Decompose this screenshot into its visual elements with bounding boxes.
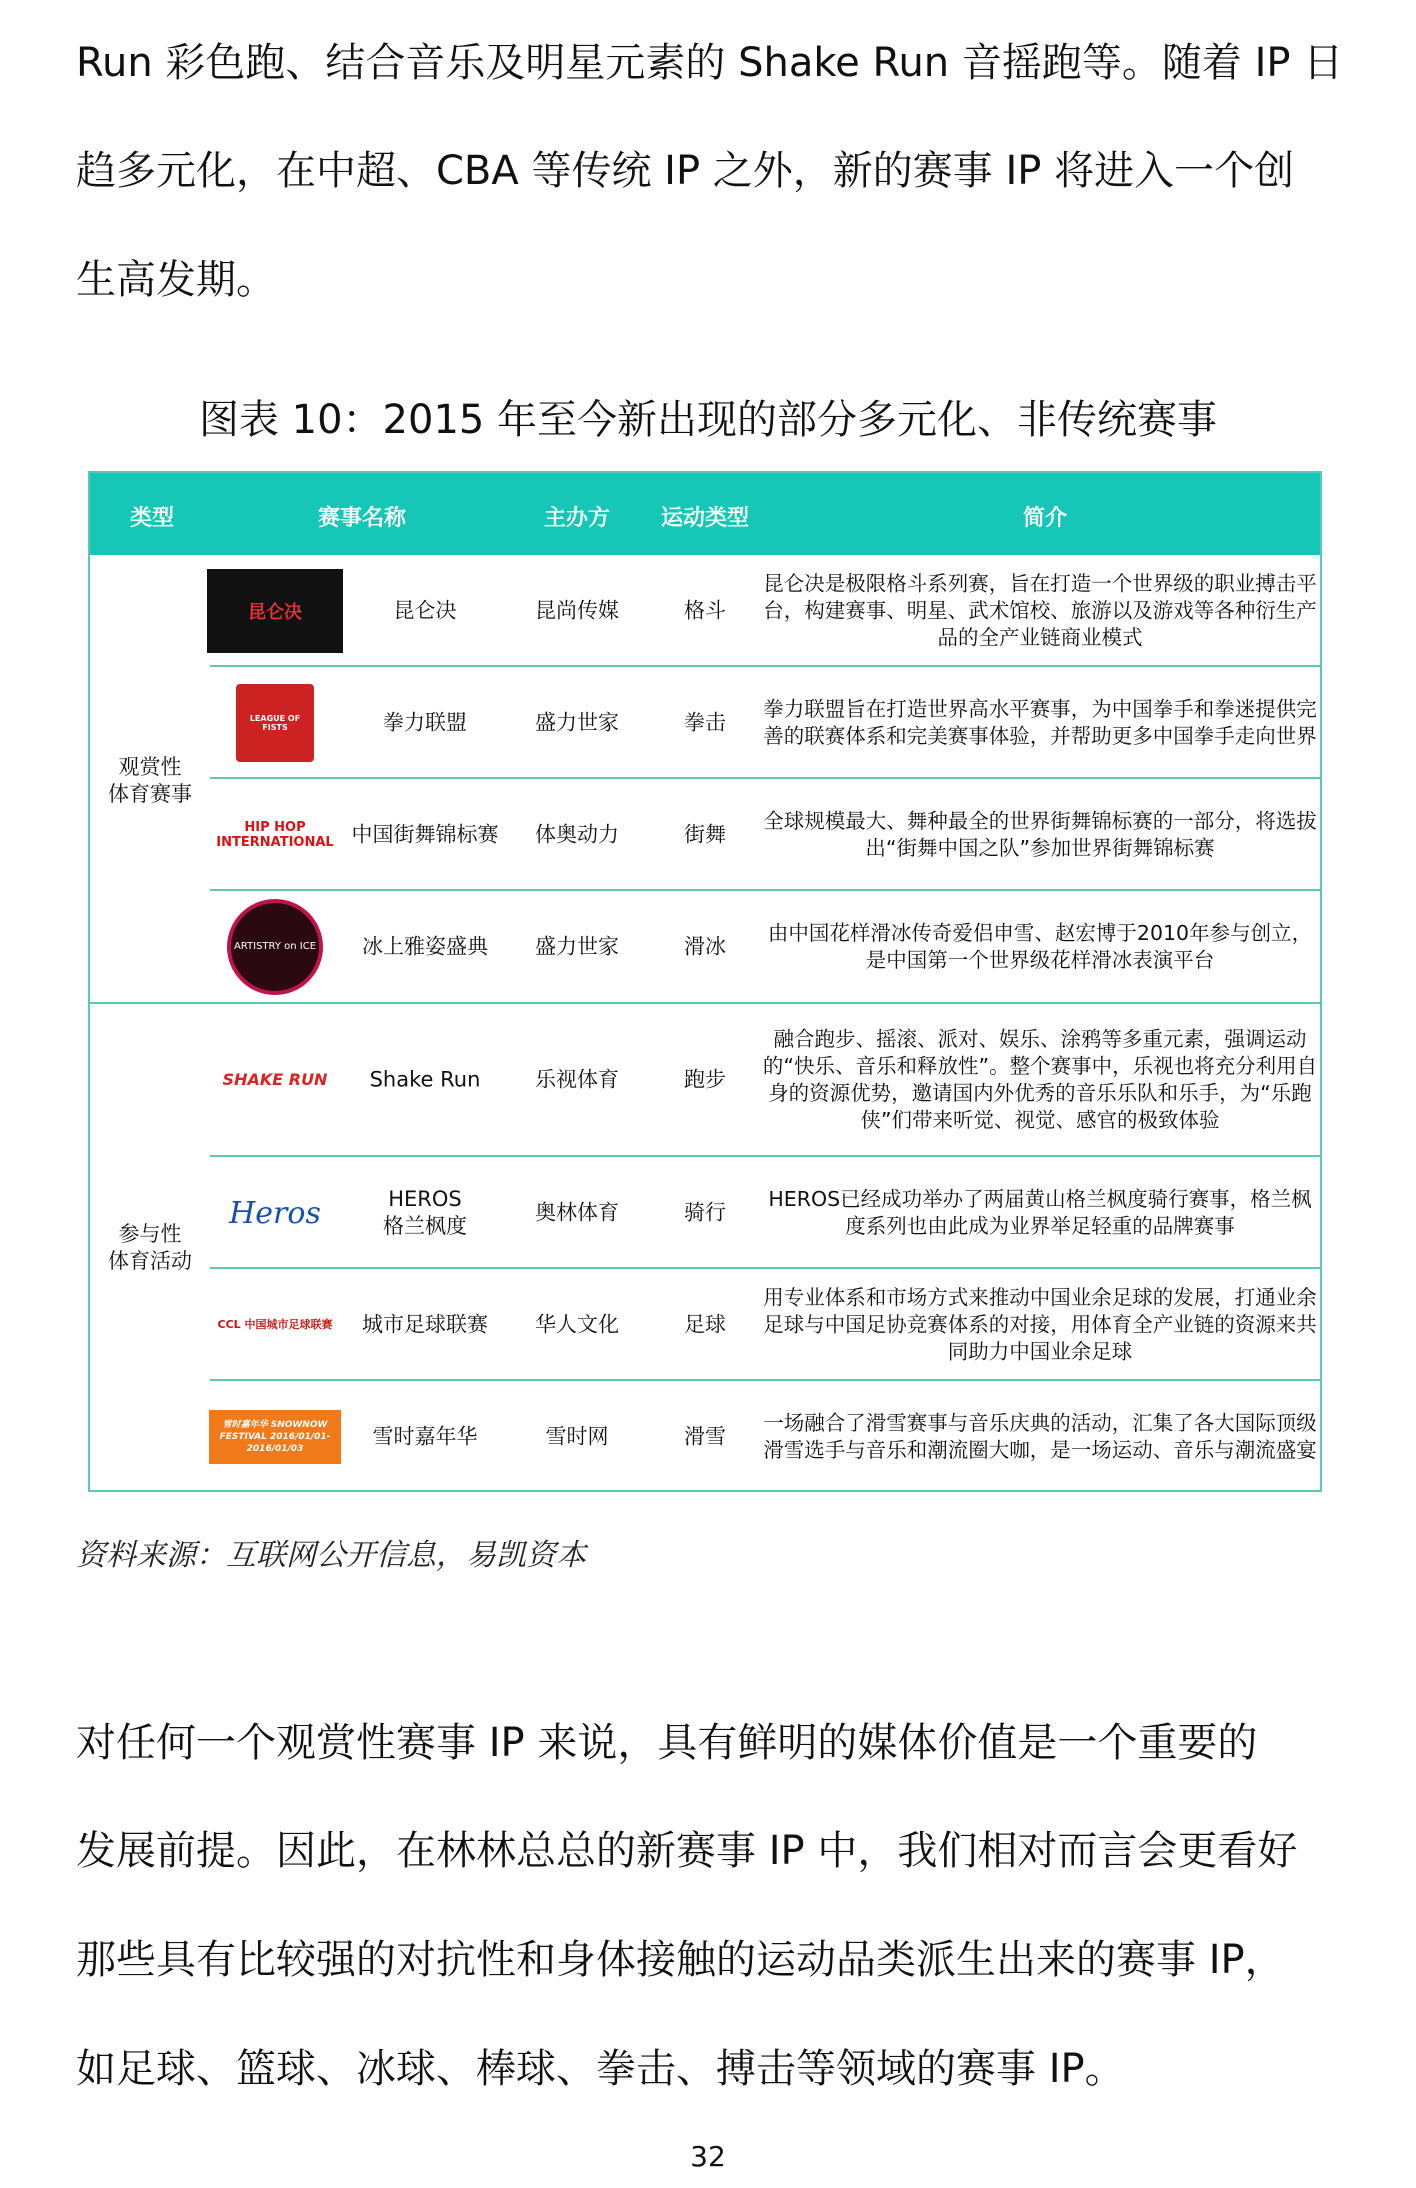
event-intro: 用专业体系和市场方式来推动中国业余足球的发展，打通业余足球与中国足协竞赛体系的对接，用体育全产业链的资源来共同助力中国业余足球 xyxy=(763,1285,1317,1364)
paragraph-line: Run 彩色跑、结合音乐及明星元素的 Shake Run 音摇跑等。随着 IP 日 xyxy=(76,40,1344,86)
event-logo-text: LEAGUE OF FISTS xyxy=(249,714,301,732)
event-sport: 滑冰 xyxy=(684,934,726,958)
event-intro: 昆仑决是极限格斗系列赛，旨在打造一个世界级的职业搏击平台，构建赛事、明星、武术馆校、旅游以及游戏等各种衍生产品的全产业链商业模式 xyxy=(763,571,1317,650)
event-logo xyxy=(213,802,337,868)
paragraph-line: 那些具有比较强的对抗性和身体接触的运动品类派生出来的赛事 IP， xyxy=(76,1937,1285,1983)
event-name: HEROS 格兰枫度 xyxy=(383,1187,467,1238)
event-host: 盛力世家 xyxy=(535,710,619,735)
event-host: 奥林体育 xyxy=(535,1200,619,1225)
table-row xyxy=(90,1002,1320,1157)
event-logo xyxy=(208,1292,342,1358)
event-sport: 滑雪 xyxy=(684,1424,726,1448)
event-host: 盛力世家 xyxy=(535,934,619,958)
paragraph-line: 对任何一个观赏性赛事 IP 来说，具有鲜明的媒体价值是一个重要的 xyxy=(76,1720,1258,1766)
event-sport: 跑步 xyxy=(684,1067,726,1091)
header-host: 主办方 xyxy=(543,506,611,531)
event-name: 拳力联盟 xyxy=(383,710,467,735)
event-intro: 一场融合了滑雪赛事与音乐庆典的活动，汇集了各大国际顶级滑雪选手与音乐和潮流圈大咖，是一场运动、音乐与潮流盛宴 xyxy=(763,1410,1317,1462)
event-host: 雪时网 xyxy=(545,1424,609,1448)
event-intro: HEROS已经成功举办了两届黄山格兰枫度骑行赛事，格兰枫度系列也由此成为业界举足轻重的品牌赛事 xyxy=(768,1187,1312,1238)
paragraph-line: 发展前提。因此，在林林总总的新赛事 IP 中，我们相对而言会更看好 xyxy=(76,1828,1298,1874)
event-intro: 融合跑步、摇滚、派对、娱乐、涂鸦等多重元素，强调运动的“快乐、音乐和释放性”。整个赛事中，乐视也将充分利用自身的资源优势，邀请国内外优秀的音乐乐队和乐手，为“乐跑侠”们带来听觉、视觉、感官的极致体验 xyxy=(762,1026,1318,1132)
event-logo xyxy=(236,684,314,762)
paragraph-line: 生高发期。 xyxy=(76,257,276,303)
event-sport: 足球 xyxy=(684,1312,726,1337)
table-row xyxy=(90,1157,1320,1269)
event-host: 体奥动力 xyxy=(535,822,619,847)
group-label-spectator: 观赏性 体育赛事 xyxy=(108,755,192,806)
table-header xyxy=(90,473,1320,555)
event-name: 昆仑决 xyxy=(393,598,457,623)
event-logo-text: SHAKE RUN xyxy=(222,1070,328,1089)
event-logo xyxy=(209,1410,341,1464)
table-row xyxy=(90,1381,1320,1492)
table-row xyxy=(90,1269,1320,1381)
event-intro: 拳力联盟旨在打造世界高水平赛事，为中国拳手和拳迷提供完善的联赛体系和完美赛事体验，并帮助更多中国拳手走向世界 xyxy=(763,697,1317,748)
event-name: 城市足球联赛 xyxy=(362,1312,488,1337)
event-sport: 拳击 xyxy=(684,710,726,735)
event-logo-text: 昆仑决 xyxy=(248,602,302,623)
event-sport: 格斗 xyxy=(684,598,726,623)
table-row xyxy=(90,555,1320,667)
event-logo-text: Heros xyxy=(229,1195,321,1231)
paragraph-line: 趋多元化，在中超、CBA 等传统 IP 之外，新的赛事 IP 将进入一个创 xyxy=(76,148,1295,194)
header-sport: 运动类型 xyxy=(660,506,750,531)
event-logo-text: ARTISTRY on ICE xyxy=(233,941,317,952)
event-logo-text: CCL 中国城市足球联赛 xyxy=(217,1318,333,1331)
event-sport: 街舞 xyxy=(684,822,726,847)
event-intro: 由中国花样滑冰传奇爱侣申雪、赵宏博于2010年参与创立，是中国第一个世界级花样滑冰表演平台 xyxy=(767,920,1313,972)
figure-caption: 图表 10：2015 年至今新出现的部分多元化、非传统赛事 xyxy=(198,397,1218,443)
paragraph-line: 如足球、篮球、冰球、棒球、拳击、搏击等领域的赛事 IP。 xyxy=(76,2046,1125,2092)
event-logo-text: 雪时嘉年华 SNOWNOW FESTIVAL 2016/01/01-2016/01/03 xyxy=(219,1419,331,1454)
event-name: 雪时嘉年华 xyxy=(372,1424,478,1448)
group-label-participatory: 参与性 体育活动 xyxy=(108,1222,192,1273)
table-row xyxy=(90,667,1320,779)
event-host: 昆尚传媒 xyxy=(535,598,619,623)
event-logo xyxy=(227,899,323,995)
event-name: 冰上雅姿盛典 xyxy=(362,934,488,958)
page-number: 32 xyxy=(690,2140,726,2173)
header-intro: 简介 xyxy=(1022,506,1068,531)
event-sport: 骑行 xyxy=(684,1200,726,1225)
event-name: Shake Run xyxy=(369,1067,481,1091)
event-host: 华人文化 xyxy=(535,1312,619,1337)
event-logo xyxy=(210,1183,340,1243)
event-logo-text: HIP HOP INTERNATIONAL xyxy=(216,820,334,850)
table-row xyxy=(90,891,1320,1002)
header-name: 赛事名称 xyxy=(317,506,407,531)
event-host: 乐视体育 xyxy=(535,1067,619,1091)
group-divider xyxy=(90,1002,1320,1004)
table-row xyxy=(90,779,1320,891)
events-table xyxy=(88,471,1322,1492)
source-note: 资料来源：互联网公开信息，易凯资本 xyxy=(76,1538,586,1573)
event-logo xyxy=(210,1042,340,1118)
event-intro: 全球规模最大、舞种最全的世界街舞锦标赛的一部分，将选拔出“街舞中国之队”参加世界街舞锦标赛 xyxy=(763,809,1317,860)
event-logo xyxy=(207,569,343,653)
event-name: 中国街舞锦标赛 xyxy=(351,822,499,847)
header-type: 类型 xyxy=(129,506,175,531)
